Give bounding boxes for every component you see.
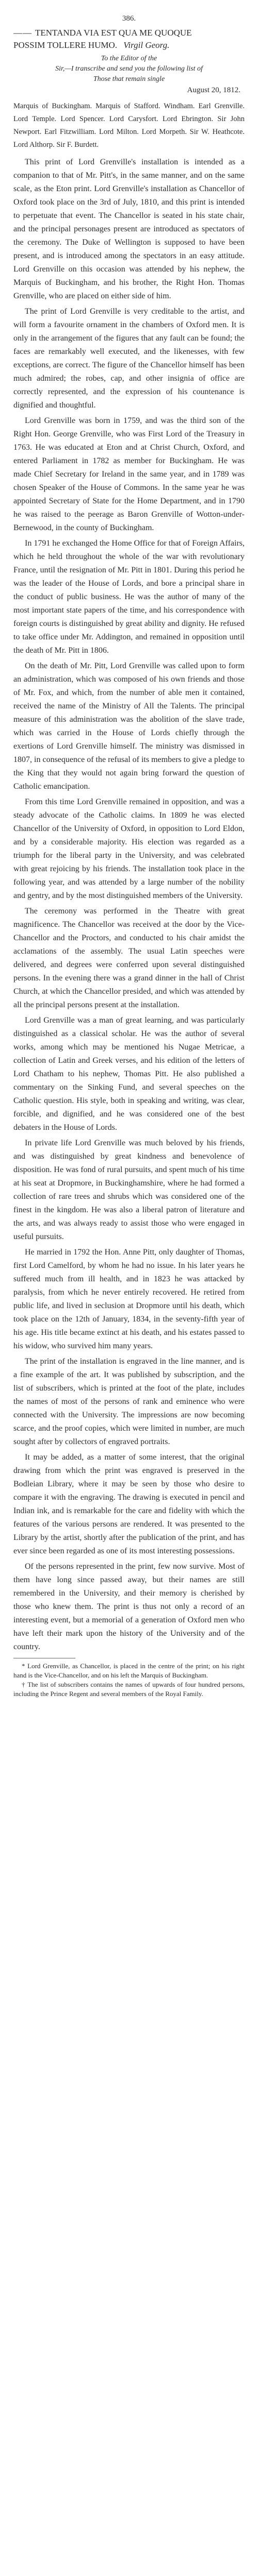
footnotes <box>13 1662 245 1699</box>
footnote: * Lord Grenville, as Chancellor, is placed in the centre of the print; on his right hand is the Vice-Chancellor, and on his left the Marquis of Buckingham. <box>13 1662 245 1679</box>
names-list: Marquis of Buckingham. Marquis of Stafford. Windham. Earl Grenville. Lord Temple. Lord Spencer. Lord Carysfort. Lord Ebrington. Sir John Newport. Earl Fitzwilliam. Lord Milton. Lord Morpeth. Sir W. Heathcote. Lord Althorp. Sir F. Burdett. <box>13 102 245 149</box>
body-paragraph: From this time Lord Grenville remained in opposition, and was a steady advocate of the Catholic claims. In 1809 he was elected Chancellor of the University of Oxford, in opposition to Lord Eldon, and by a considerable majority. His election was regarded as a triumph for the liberal party in the University, and was celebrated with great rejoicing by his friends. The installation took place in the following year, and was attended by a large number of the nobility and gentry, and by the most distinguished members of the University. <box>13 798 245 900</box>
body-paragraph: This print of Lord Grenville's installation is intended as a companion to that of Mr. Pitt's, in the same manner, and on the same scale, as the Eton print. Lord Grenville's installation as Chancellor of Oxford took place on the 3rd of July, 1810, and this print is intended to perpetuate that event. The Chancellor is seated in his state chair, and the principal personages present are introduced as spectators of the ceremony. The Duke of Wellington is supposed to have been present, and is introduced among the spectators in an easy attitude. Lord Grenville on this occasion was attended by his nephew, the Marquis of Buckingham, and his brother, the Right Hon. Thomas Grenville, who are placed on either side of him. <box>13 158 245 300</box>
body-paragraph: Of the persons represented in the print, few now survive. Most of them have long since passed away, but their names are still remembered in the University, and their memory is cherished by those who knew them. The print is thus not only a record of an interesting event, but a memorial of a generation of Oxford men who have left their mark upon the history of the University and of the country. <box>13 1562 245 1651</box>
body-paragraph: The print of Lord Grenville is very creditable to the artist, and will form a favourite ornament in the chambers of Oxford men. It is only in the arrangement of the figures that any fault can be found; the faces are remarkably well executed, and the likenesses, with few exceptions, are correct. The figure of the Chancellor himself has been much admired; the robes, cap, and other insignia of office are correctly represented, and the expression of his countenance is dignified and thoughtful. <box>13 307 245 410</box>
motto-dashes: —— <box>13 28 32 38</box>
prelude-line-1: To the Editor of the <box>101 55 157 62</box>
body-paragraph: On the death of Mr. Pitt, Lord Grenville was called upon to form an administration, which was composed of his own friends and those of Mr. Fox, and which, from the number of able men it contained, received the name of the Ministry of All the Talents. The principal measure of this administration was the abolition of the slave trade, which was carried in the House of Lords chiefly through the exertions of Lord Grenville himself. The ministry was dismissed in 1807, in consequence of the refusal of its members to give a pledge to the King that they would not again bring forward the question of Catholic emancipation. <box>13 662 245 791</box>
body-paragraph: Lord Grenville was born in 1759, and was the third son of the Right Hon. George Grenville, who was First Lord of the Treasury in 1763. He was educated at Eton and at Christ Church, Oxford, and entered Parliament in 1782 as member for Buckingham. He was made Chief Secretary for Ireland in the same year, and in 1789 was chosen Speaker of the House of Commons. In the same year he was appointed Secretary of State for the Home Department, and in 1790 he was raised to the peerage as Baron Grenville of Wotton-under-Bernewood, in the county of Buckingham. <box>13 416 245 532</box>
motto-attribution: Virgil Georg. <box>123 40 170 50</box>
body-paragraph: He married in 1792 the Hon. Anne Pitt, only daughter of Thomas, first Lord Camelford, by whom he had no issue. In his later years he suffered much from ill health, and in 1823 he was attacked by paralysis, from which he never entirely recovered. He retired from public life, and lived in seclusion at Dropmore until his death, which took place on the 12th of January, 1834, in the seventy-fifth year of his age. His title became extinct at his death, and his estates passed to his widow, who survived him many years. <box>13 1248 245 1350</box>
motto-header <box>13 27 245 39</box>
page-number: 386. <box>122 14 136 23</box>
motto-line-1: TENTANDA VIA EST QUA ME QUOQUE <box>35 28 192 38</box>
body-paragraph: The print of the installation is engraved in the line manner, and is a fine example of the art. It was published by subscription, and the list of subscribers, which is printed at the foot of the plate, includes the names of most of the persons of rank and eminence who were connected with the University. The impressions are now becoming scarce, and the proof copies, which were limited in number, are much sought after by collectors of engraved portraits. <box>13 1357 245 1446</box>
signoff-date: August 20, 1812. <box>187 86 240 94</box>
body-paragraph: In private life Lord Grenville was much beloved by his friends, and was distinguished by great kindness and benevolence of disposition. He was fond of rural pursuits, and spent much of his time at his seat at Dropmore, in Buckinghamshire, where he had formed a collection of rare trees and shrubs which was considered one of the finest in the kingdom. He was also a liberal patron of literature and the arts, and was always ready to assist those who were engaged in useful pursuits. <box>13 1139 245 1241</box>
body-paragraph: In 1791 he exchanged the Home Office for that of Foreign Affairs, which he held throughout the whole of the war with revolutionary France, until the resignation of Mr. Pitt in 1801. During this period he was the leader of the House of Lords, and bore a principal share in the conduct of public business. He was the author of many of the most important state papers of the time, and his correspondence with foreign courts is distinguished by great ability and dignity. He refused to take office under Mr. Addington, and remained in opposition until the death of Mr. Pitt in 1806. <box>13 539 245 655</box>
motto-line-2 <box>13 39 245 52</box>
article-body <box>13 156 245 1654</box>
footnote: † The list of subscribers contains the names of upwards of four hundred persons, including the Prince Regent and several members of the Royal Family. <box>13 1681 245 1698</box>
motto-line-2-text: POSSIM TOLLERE HUMO. <box>13 40 118 50</box>
body-paragraph: It may be added, as a matter of some interest, that the original drawing from which the print was engraved is preserved in the Bodleian Library, where it may be seen by those who desire to compare it with the engraving. The drawing is executed in pencil and Indian ink, and is remarkable for the care and fidelity with which the features of the various persons are rendered. It was presented to the Library by the artist, shortly after the publication of the print, and has ever since been regarded as one of its most interesting possessions. <box>13 1453 245 1555</box>
body-paragraph: The ceremony was performed in the Theatre with great magnificence. The Chancellor was received at the door by the Vice-Chancellor and the Proctors, and conducted to his chair amidst the acclamations of the assembly. The usual Latin speeches were delivered, and degrees were conferred upon several distinguished persons. In the evening there was a grand dinner in the hall of Christ Church, at which the Chancellor presided, and which was attended by all the principal persons present at the installation. <box>13 907 245 1009</box>
prelude-line-2: Sir,—I transcribe and send you the following list of <box>55 65 203 73</box>
prelude-line-3: Those that remain single <box>93 75 165 83</box>
body-paragraph: Lord Grenville was a man of great learning, and was particularly distinguished as a classical scholar. He was the author of several works, among which may be mentioned his Nugae Metricae, a collection of Latin and Greek verses, and his edition of the letters of Lord Chatham to his nephew, Thomas Pitt. He also published a commentary on the Sinking Fund, and several speeches on the Catholic question. His style, both in speaking and writing, was clear, forcible, and dignified, and he was considered one of the best debaters in the House of Lords. <box>13 1016 245 1132</box>
